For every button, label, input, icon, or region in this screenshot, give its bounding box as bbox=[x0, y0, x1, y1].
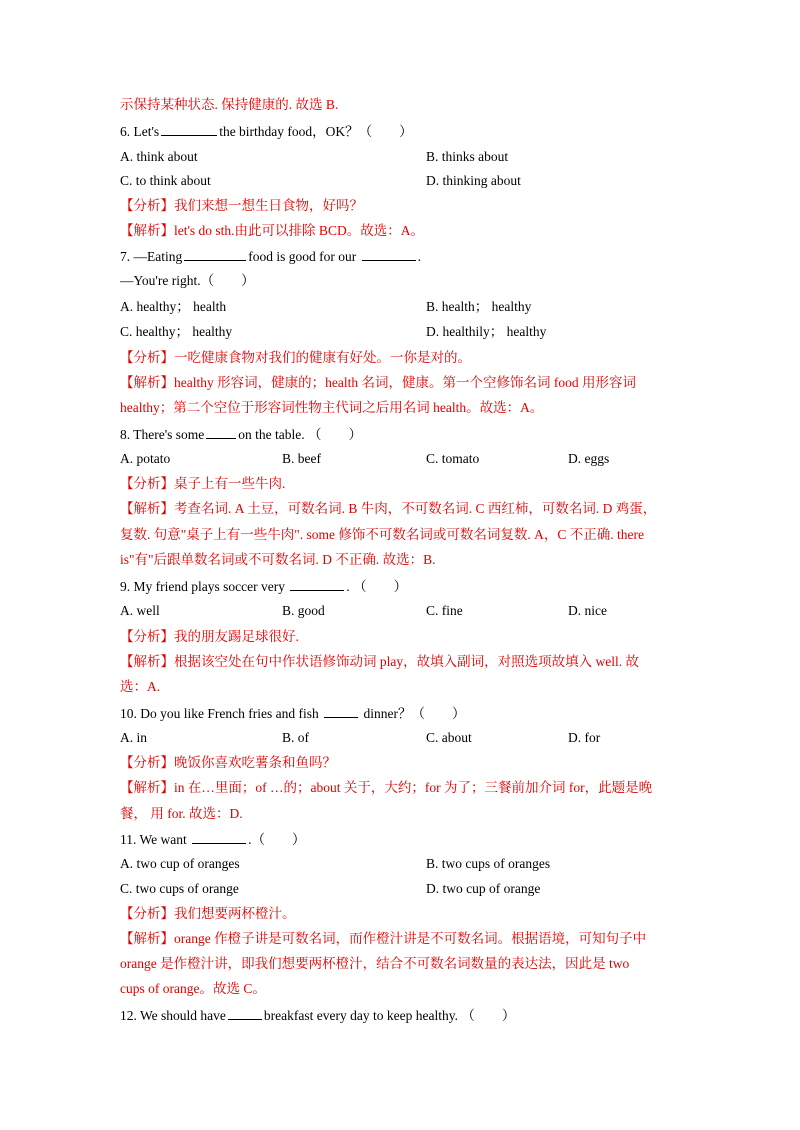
answer-blank bbox=[228, 1006, 262, 1020]
q9-explanation-1: 【解析】根据该空处在句中作状语修饰动词 play，故填入副词，对照选项故填入 well. 故 bbox=[120, 654, 639, 669]
q10-option-b: B. of bbox=[282, 730, 309, 745]
q9-option-b: B. good bbox=[282, 603, 325, 618]
q7-option-d: D. healthily； healthy bbox=[426, 324, 547, 339]
q7-option-a: A. healthy； health bbox=[120, 299, 227, 314]
q11-explanation-3: cups of orange。故选 C。 bbox=[120, 981, 266, 996]
q11-option-b: B. two cups of oranges bbox=[426, 856, 551, 871]
question-11: 11. We want .（ ） bbox=[120, 832, 306, 847]
prev-explanation-tail: 示保持某种状态. 保持健康的. 故选 B. bbox=[120, 97, 339, 112]
q7-option-b: B. health； healthy bbox=[426, 299, 532, 314]
q11-option-a: A. two cup of oranges bbox=[120, 856, 240, 871]
q8-option-a: A. potato bbox=[120, 451, 171, 466]
q10-explanation-1: 【解析】in 在…里面；of …的；about 关于，大约；for 为了；三餐前加介词 for，此题是晚 bbox=[120, 780, 653, 795]
q9-option-c: C. fine bbox=[426, 603, 463, 618]
q10-analysis: 【分析】晚饭你喜欢吃薯条和鱼吗？ bbox=[120, 755, 336, 770]
question-8: 8. There's some on the table. （ ） bbox=[120, 427, 363, 442]
q10-option-a: A. in bbox=[120, 730, 147, 745]
q10-explanation-2: 餐， 用 for. 故选：D. bbox=[120, 806, 243, 821]
question-6: 6. Let's the birthday food，OK？（ ） bbox=[120, 124, 413, 139]
q8-explanation-2: 复数. 句意"桌子上有一些牛肉". some 修饰不可数名词或可数名词复数. A，C 不正确. there bbox=[120, 527, 645, 542]
q9-analysis: 【分析】我的朋友踢足球很好. bbox=[120, 629, 299, 644]
q9-option-a: A. well bbox=[120, 603, 160, 618]
answer-blank bbox=[206, 425, 236, 439]
q9-option-d: D. nice bbox=[568, 603, 607, 618]
q10-option-c: C. about bbox=[426, 730, 472, 745]
q8-explanation-1: 【解析】考查名词. A 土豆，可数名词. B 牛肉，不可数名词. C 西红柿，可数名词. D 鸡蛋， bbox=[120, 501, 657, 516]
q6-option-b: B. thinks about bbox=[426, 149, 509, 164]
q11-explanation-1: 【解析】orange 作橙子讲是可数名词，而作橙汁讲是不可数名词。根据语境，可知句子中 bbox=[120, 931, 647, 946]
q6-option-d: D. thinking about bbox=[426, 173, 521, 188]
q7-option-c: C. healthy； healthy bbox=[120, 324, 233, 339]
q7-explanation-2: healthy；第二个空位于形容词性物主代词之后用名词 health。故选：A。 bbox=[120, 400, 544, 415]
q10-option-d: D. for bbox=[568, 730, 601, 745]
q7-reply: —You're right.（ ） bbox=[120, 273, 255, 288]
question-10: 10. Do you like French fries and fish dinner？（ ） bbox=[120, 706, 466, 721]
q6-option-c: C. to think about bbox=[120, 173, 211, 188]
q7-analysis: 【分析】一吃健康食物对我们的健康有好处。一你是对的。 bbox=[120, 350, 471, 365]
q8-option-c: C. tomato bbox=[426, 451, 480, 466]
q7-explanation-1: 【解析】healthy 形容词，健康的；health 名词，健康。第一个空修饰名词 food 用形容词 bbox=[120, 375, 636, 390]
q11-analysis: 【分析】我们想要两杯橙汁。 bbox=[120, 906, 296, 921]
q8-option-d: D. eggs bbox=[568, 451, 610, 466]
q6-explanation: 【解析】let's do sth.由此可以排除 BCD。故选：A。 bbox=[120, 223, 424, 238]
answer-blank bbox=[161, 122, 217, 136]
q8-analysis: 【分析】桌子上有一些牛肉. bbox=[120, 476, 286, 491]
answer-blank bbox=[184, 247, 246, 261]
answer-blank bbox=[192, 830, 246, 844]
answer-blank bbox=[324, 704, 358, 718]
q11-option-d: D. two cup of orange bbox=[426, 881, 541, 896]
q6-analysis: 【分析】我们来想一想生日食物，好吗？ bbox=[120, 198, 363, 213]
answer-blank bbox=[290, 577, 344, 591]
question-9: 9. My friend plays soccer very . （ ） bbox=[120, 579, 408, 594]
q11-option-c: C. two cups of orange bbox=[120, 881, 239, 896]
answer-blank bbox=[362, 247, 416, 261]
question-7: 7. —Eating food is good for our . bbox=[120, 249, 421, 264]
q9-explanation-2: 选：A. bbox=[120, 679, 161, 694]
question-12: 12. We should have breakfast every day to keep healthy. （ ） bbox=[120, 1008, 516, 1023]
q11-explanation-2: orange 是作橙汁讲，即我们想要两杯橙汁，结合不可数名词数量的表达法，因此是 two bbox=[120, 956, 630, 971]
q6-option-a: A. think about bbox=[120, 149, 198, 164]
q8-option-b: B. beef bbox=[282, 451, 321, 466]
q8-explanation-3: is"有"后跟单数名词或不可数名词. D 不正确. 故选：B. bbox=[120, 552, 436, 567]
